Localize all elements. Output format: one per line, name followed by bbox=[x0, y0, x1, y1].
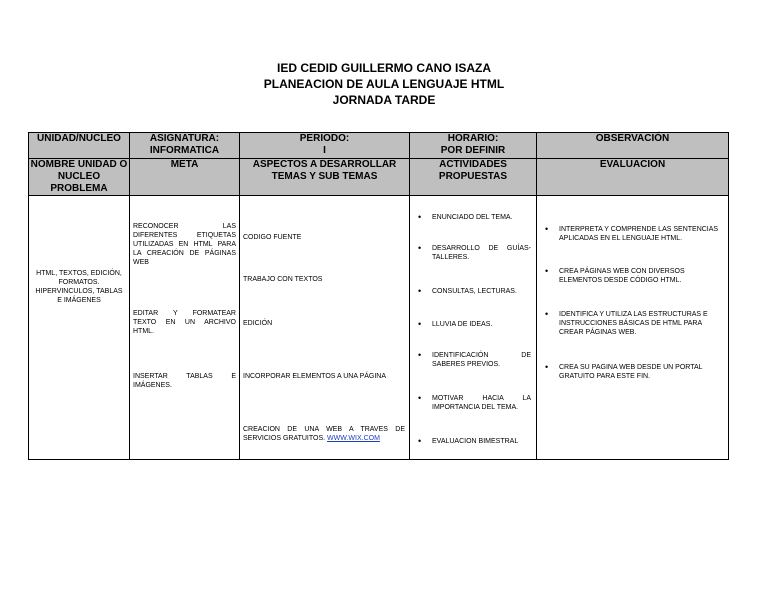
topic-text-work: TRABAJO CON TEXTOS bbox=[243, 276, 323, 283]
goal-2: EDITAR Y FORMATEAR TEXTO EN UN ARCHIVO HTML. bbox=[133, 310, 236, 335]
unit-text: HTML, TEXTOS, EDICIÓN, FORMATOS. HIPERVINCULOS, TABLAS E IMÁGENES bbox=[35, 270, 123, 304]
evaluation-cell bbox=[537, 196, 729, 460]
activity-item: • LLUVIA DE IDEAS. bbox=[418, 319, 493, 329]
topics-cell bbox=[240, 196, 410, 460]
evaluation-item: • INTERPRETA Y COMPRENDE LAS SENTENCIAS APLICADAS EN EL LENGUAJE HTML. bbox=[545, 224, 719, 242]
activity-item: • MOTIVAR HACIA LA IMPORTANCIA DEL TEMA. bbox=[418, 393, 531, 411]
document-header bbox=[0, 60, 768, 108]
evaluation-header: EVALUACION bbox=[537, 159, 729, 196]
activity-item: • CONSULTAS, LECTURAS. bbox=[418, 286, 517, 296]
goals-cell bbox=[130, 196, 240, 460]
topics-header: ASPECTOS A DESARROLLAR TEMAS Y SUB TEMAS bbox=[240, 159, 410, 196]
header-row-2 bbox=[29, 159, 729, 196]
header-row-1 bbox=[29, 133, 729, 159]
school-name: IED CEDID GUILLERMO CANO ISAZA bbox=[276, 61, 491, 75]
observation-header: OBSERVACIÓN bbox=[537, 133, 729, 159]
activity-item: • EVALUACION BIMESTRAL bbox=[418, 436, 519, 446]
topic-source-code: CODIGO FUENTE bbox=[243, 234, 302, 241]
shift-label: JORNADA TARDE bbox=[332, 93, 436, 107]
evaluation-item: • CREA SU PAGINA WEB DESDE UN PORTAL GRATUITO PARA ESTE FIN. bbox=[545, 362, 703, 380]
content-row bbox=[29, 196, 729, 460]
topic-web-creation: CREACION DE UNA WEB A TRAVES DE SERVICIOS GRATUITOS. WWW.WIX.COM bbox=[243, 426, 405, 442]
goal-header: META bbox=[130, 159, 240, 196]
unit-cell bbox=[29, 196, 130, 460]
subject-header: ASIGNATURA: INFORMATICA bbox=[130, 133, 240, 159]
period-header: PERIODO: I bbox=[240, 133, 410, 159]
unit-name-header: NOMBRE UNIDAD O NUCLEO PROBLEMA bbox=[29, 159, 130, 196]
activity-item: • IDENTIFICACIÓN DE SABERES PREVIOS. bbox=[418, 350, 531, 368]
activity-item: • ENUNCIADO DEL TEMA. bbox=[418, 212, 513, 222]
plan-title: PLANEACION DE AULA LENGUAJE HTML bbox=[263, 77, 505, 91]
evaluation-item: • CREA PÁGINAS WEB CON DIVERSOS ELEMENTOS DESDE CÓDIGO HTML. bbox=[545, 266, 685, 284]
schedule-header: HORARIO: POR DEFINIR bbox=[410, 133, 537, 159]
goal-1: RECONOCER LAS DIFERENTES ETIQUETAS UTILIZADAS EN HTML PARA LA CREACIÓN DE PÁGINAS WEB bbox=[133, 223, 236, 266]
wix-link[interactable]: WWW.WIX.COM bbox=[327, 435, 380, 442]
evaluation-item: • IDENTIFICA Y UTILIZA LAS ESTRUCTURAS E INSTRUCCIONES BÁSICAS DE HTML PARA CREAR PÁGINAS WEB. bbox=[545, 309, 708, 336]
topic-incorporate-elements: INCORPORAR ELEMENTOS A UNA PÁGINA bbox=[243, 373, 387, 380]
lesson-plan-table bbox=[28, 132, 729, 460]
goal-3: INSERTAR TABLAS E IMÁGENES. bbox=[133, 373, 236, 389]
activity-item: • DESARROLLO DE GUÍAS- TALLERES. bbox=[418, 243, 531, 261]
activities-header: ACTIVIDADES PROPUESTAS bbox=[410, 159, 537, 196]
topic-editing: EDICIÓN bbox=[243, 320, 273, 327]
unit-header: UNIDAD/NUCLEO bbox=[29, 133, 130, 159]
activities-cell bbox=[410, 196, 537, 460]
